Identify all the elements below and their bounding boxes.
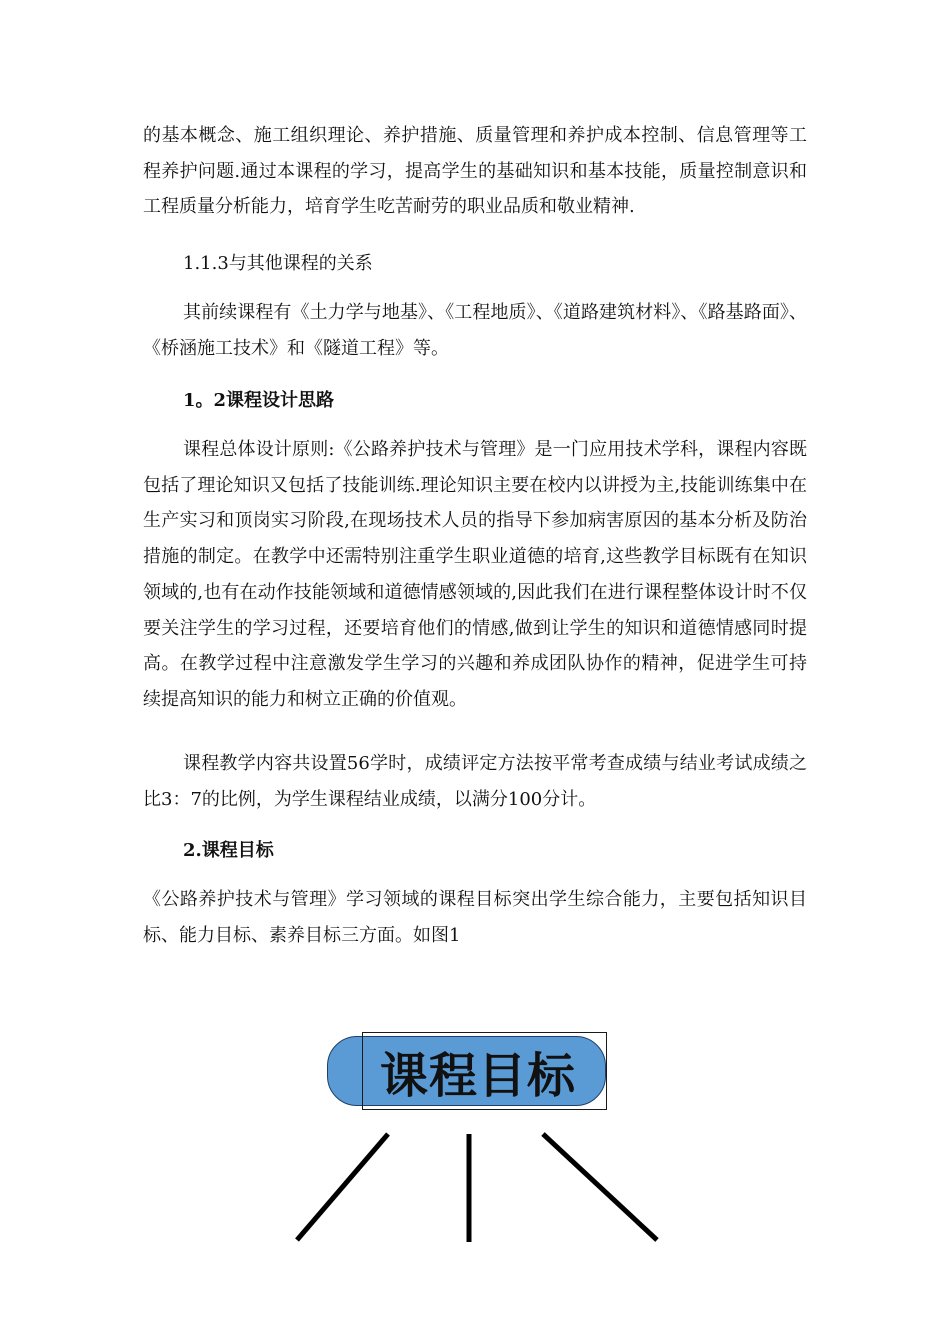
section-heading-1-1-3: 1.1.3与其他课程的关系 (183, 253, 373, 274)
paragraph-course-goals: 《公路养护技术与管理》学习领域的课程目标突出学生综合能力，主要包括知识目标、能力目标、素养目标三方面。如图1 (143, 889, 807, 946)
section-heading-1-2: 1。2课程设计思路 (183, 390, 335, 411)
paragraph-design-principle: 课程总体设计原则:《公路养护技术与管理》是一门应用技术学科，课程内容既包括了理论知识又包括了技能训练.理论知识主要在校内以讲授为主,技能训练集中在生产实习和顶岗实习阶段,在现场技术人员的指导下参加病害原因的基本分析及防治措施的制定。在教学中还需特别注重学生职业道德的培育,这些教学目标既有在知识领域的,也有在动作技能领域和道德情感领域的,因此我们在进行课程整体设计时不仅要关注学生的学习过程，还要培育他们的情感,做到让学生的知识和道德情感同时提高。在教学过程中注意激发学生学习的兴趣和养成团队协作的精神，促进学生可持续提高知识的能力和树立正确的价值观。 (143, 439, 807, 710)
paragraph-hours-grading: 课程教学内容共设置56学时，成绩评定方法按平常考查成绩与结业考试成绩之比3：7的比例，为学生课程结业成绩，以满分100分计。 (143, 753, 807, 810)
paragraph-course-intro: 的基本概念、施工组织理论、养护措施、质量管理和养护成本控制、信息管理等工程养护问题.通过本课程的学习，提高学生的基础知识和基本技能，质量控制意识和工程质量分析能力，培育学生吃苦耐劳的职业品质和敬业精神. (143, 125, 807, 218)
branch-line-right (543, 1134, 657, 1240)
diagram-root-label: 课程目标 (379, 1047, 576, 1104)
paragraph-prerequisites: 其前续课程有《土力学与地基》、《工程地质》、《道路建筑材料》、《路基路面》、《桥涵施工技术》和《隧道工程》等。 (143, 302, 807, 359)
section-heading-2: 2.课程目标 (183, 840, 274, 861)
branch-line-left (297, 1134, 388, 1240)
